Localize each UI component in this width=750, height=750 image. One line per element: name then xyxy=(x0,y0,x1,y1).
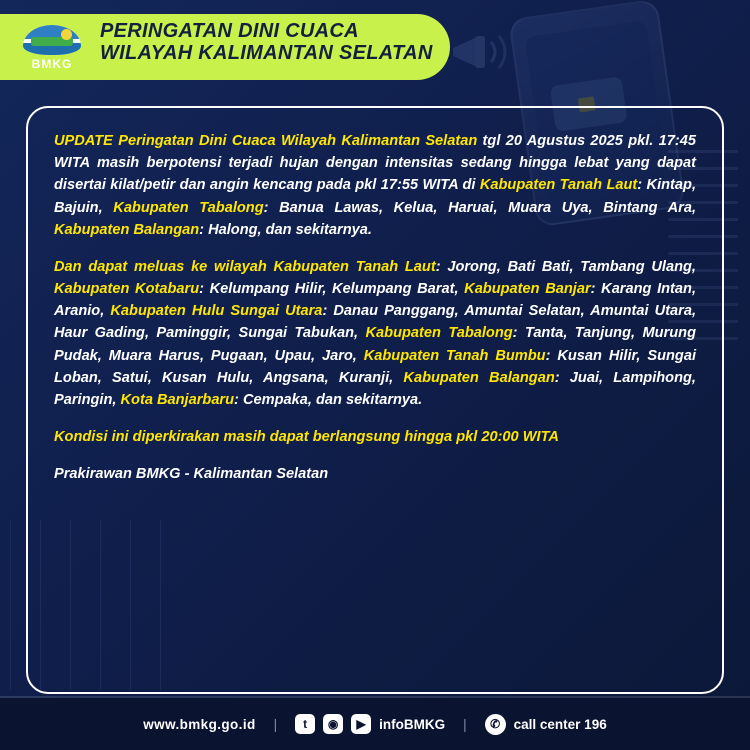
paragraph-4: Prakirawan BMKG - Kalimantan Selatan xyxy=(54,466,329,483)
page-title-line-1: PERINGATAN DINI CUACA xyxy=(100,20,359,42)
social-handle: infoBMKG xyxy=(379,716,446,732)
twitter-icon[interactable]: t xyxy=(295,714,315,734)
footer-bar xyxy=(0,698,750,750)
website-link[interactable]: www.bmkg.go.id xyxy=(143,716,256,732)
paragraph-3: Kondisi ini diperkirakan masih dapat berlangsung hingga pkl 20:00 WITA xyxy=(54,429,559,446)
warning-card xyxy=(26,106,724,694)
bmkg-logo-mark xyxy=(23,25,81,55)
call-center-label: call center 196 xyxy=(513,716,607,732)
paragraph-1: UPDATE Peringatan Dini Cuaca Wilayah Kalimantan Selatan tgl 20 Agustus 2025 pkl. 17:45 WITA masih berpotensi terjadi hujan dengan intensitas sedang hingga lebat yang dapat disertai kilat/petir dan angin kencang pada pkl 17:55 WITA di Kabupaten Tanah Laut: Kintap, Bajuin, Kabupaten Tabalong: Banua Lawas, Kelua, Haruai, Muara Uya, Bintang Ara, Kabupaten Balangan: Halong, dan sekitarnya. xyxy=(54,133,697,238)
bmkg-logo xyxy=(10,18,94,78)
footer-separator-2: | xyxy=(463,716,467,732)
footer-separator-1: | xyxy=(273,716,278,732)
bmkg-logo-text: BMKG xyxy=(31,57,73,71)
instagram-icon[interactable]: ◉ xyxy=(323,714,343,734)
phone-icon: ✆ xyxy=(485,714,506,735)
social-links[interactable] xyxy=(295,714,445,734)
paragraph-2: Dan dapat meluas ke wilayah Kabupaten Tanah Laut: Jorong, Bati Bati, Tambang Ulang, Kabupaten Kotabaru: Kelumpang Hilir, Kelumpang Barat, Kabupaten Banjar: Karang Intan, Aranio, Kabupaten Hulu Sungai Utara: Danau Panggang, Amuntai Selatan, Amuntai Utara, Haur Gading, Paminggir, Sungai Tabukan, Kabupaten Tabalong: Tanta, Tanjung, Murung Pudak, Muara Harus, Pugaan, Upau, Jaro, Kabupaten Tanah Bumbu: Kusan Hilir, Sungai Loban, Satui, Kusan Hulu, Angsana, Kuranji, Kabupaten Balangan: Juai, Lampihong, Paringin, Kota Banjarbaru: Cempaka, dan sekitarnya. xyxy=(54,258,697,408)
page-title xyxy=(100,20,460,65)
warning-body xyxy=(54,130,696,485)
youtube-icon[interactable]: ▶ xyxy=(351,714,371,734)
call-center[interactable] xyxy=(485,714,607,735)
page-title-line-2: WILAYAH KALIMANTAN SELATAN xyxy=(100,42,433,65)
